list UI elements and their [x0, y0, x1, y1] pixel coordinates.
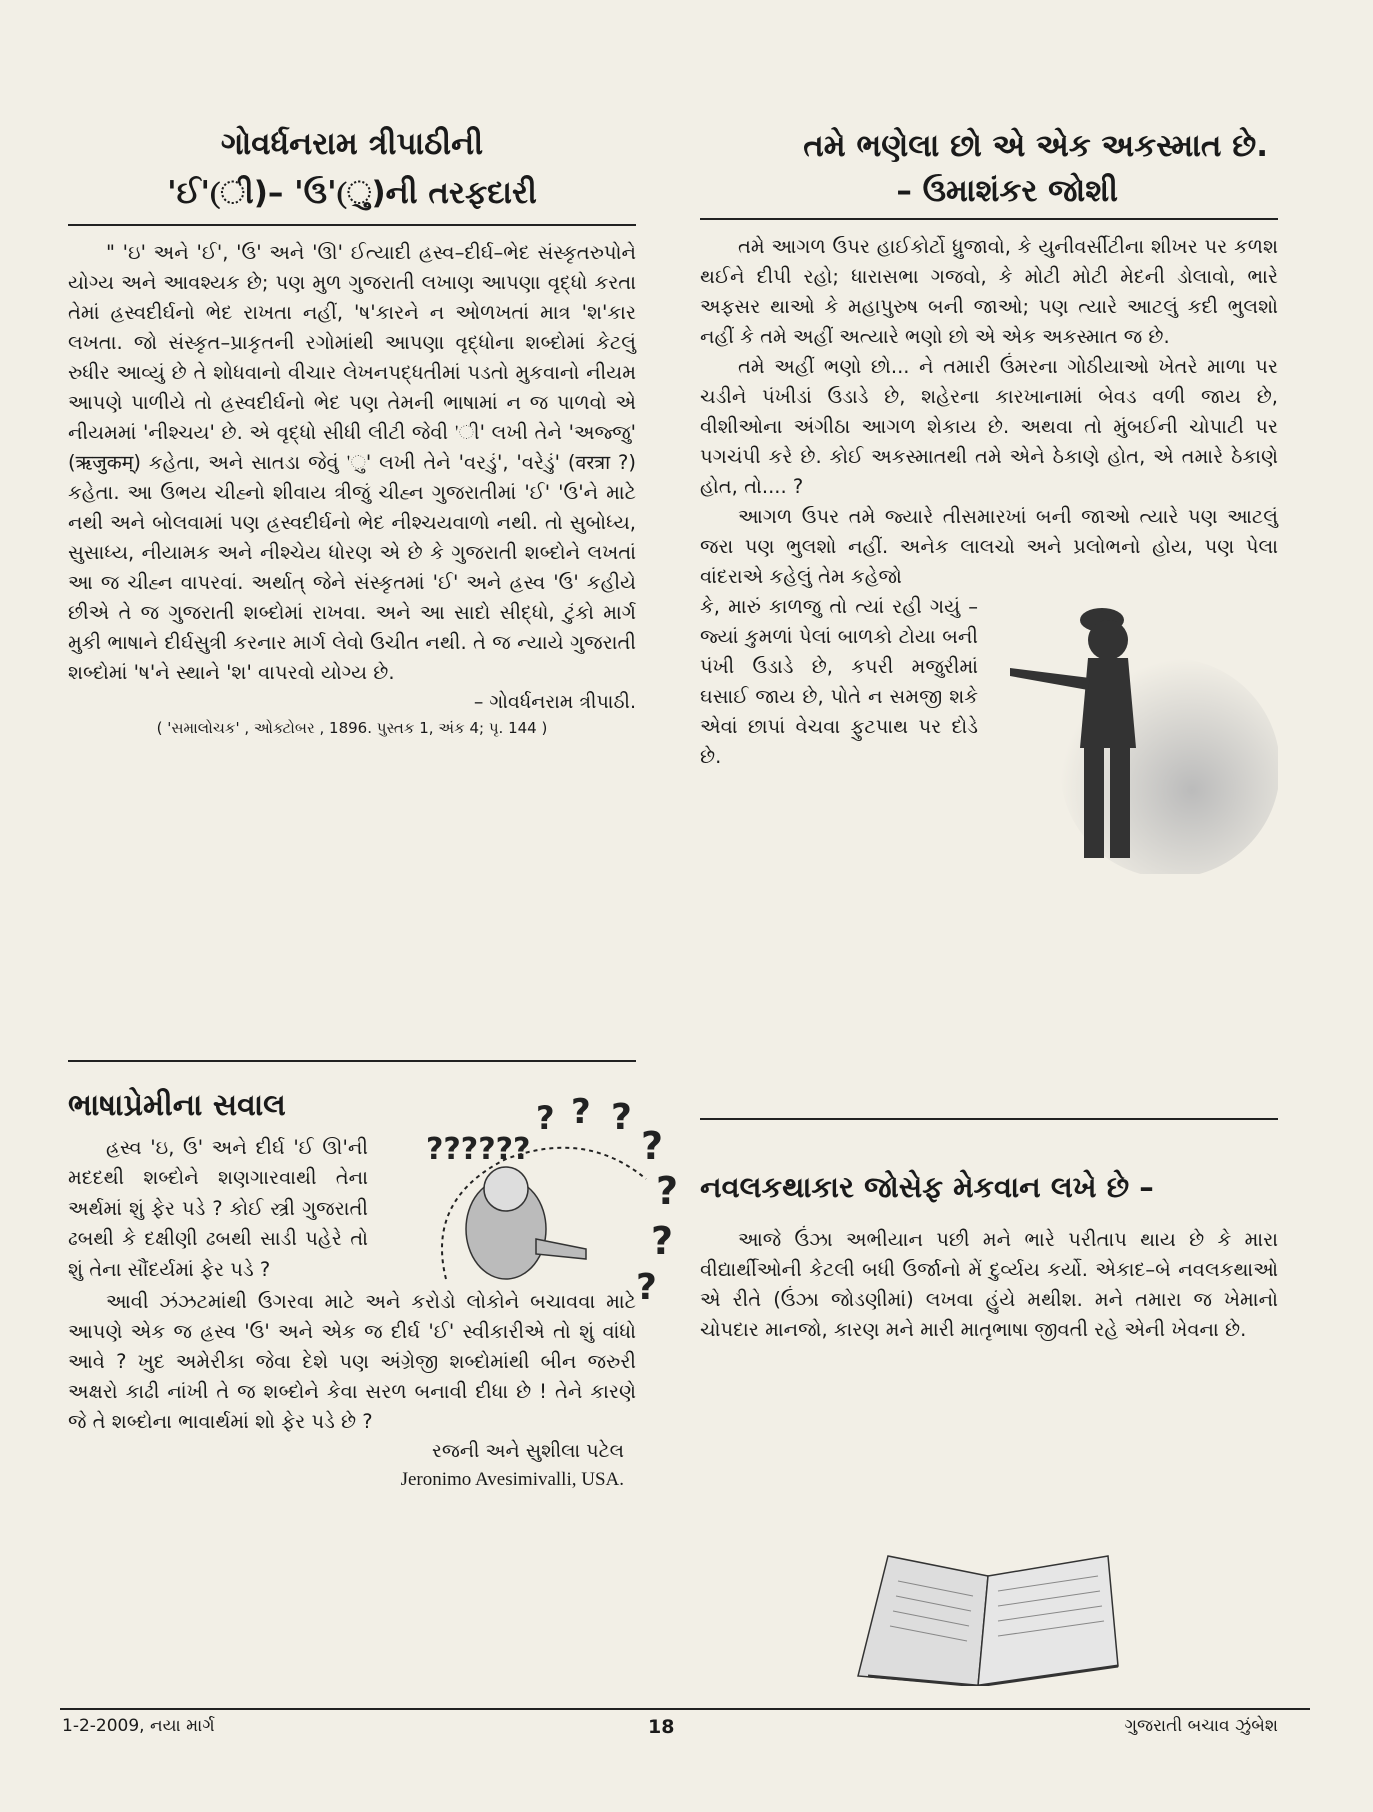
- section-heading: ભાષાપ્રેમીના સવાલ: [68, 1088, 286, 1123]
- article-body: " 'ઇ' અને 'ઈ', 'ઉ' અને 'ઊ' ઈત્યાદી હ્રસ્વ–દીર્ઘ–ભેદ સંસ્કૃતરુપોને યોગ્ય અને આવશ્યક છે; પણ મુળ ગુજરાતી લખાણ આપણા વૃદ્ધો કરતા તેમાં હ્રસ્વદીર્ઘનો ભેદ રાખતા નહીં, 'ષ'કારને ન ઓળખતાં માત્ર 'શ'કાર લખતા. જો સંસ્કૃત–પ્રાકૃતની રગોમાંથી આપણા વૃદ્ધોના શબ્દોમાં કેટલું રુધીર આવ્યું છે તે શોધવાનો વીચાર લેખનપદ્ધતીમાં પડતો મુકવાનો નીયમ આપણે પાળીયે તો હ્રસ્વદીર્ઘનો ભેદ પણ તેમની ભાષામાં ન જ પાળવો એ નીયમમાં 'નીશ્ચય' છે. એ વૃદ્ધો સીધી લીટી જેવી 'ી' લખી તેને 'અજ્જુ' (ऋजुकम्) કહેતા, અને સાતડા જેવું 'ુ' લખી તેને 'વરડું', 'વરેડું' (वरत्रा ?) કહેતા. આ ઉભય ચીહ્નો શીવાય ત્રીજું ચીહ્ન ગુજરાતીમાં 'ઈ' 'ઉ'ને માટે નથી અને બોલવામાં પણ હ્રસ્વદીર્ઘનો ભેદ નીશ્ચયવાળો નથી. તો સુબોધ્ય, સુસાધ્ય, નીયામક અને નીશ્ચેય ધોરણ એ છે કે ગુજરાતી શબ્દોને લખતાં આ જ ચીહ્ન વાપરવાં. અર્થાત્ જેને સંસ્કૃતમાં 'ઈ' અને હ્રસ્વ 'ઉ' કહીયે છીએ તે જ ગુજરાતી શબ્દોમાં રાખવા. અને આ સાદો સીદ્ધો, ટુંકો માર્ગ મુકી ભાષાને દીર્ઘસુત્રી કરનાર માર્ગ લેવો ઉચીત નથી. તે જ ન્યાયે ગુજરાતી શબ્દોમાં 'ષ'ને સ્થાને 'શ' વાપરવો યોગ્ય છે.: [68, 240, 636, 685]
- article-novelist: [700, 1116, 1278, 1345]
- article-govardhanram: [68, 118, 636, 737]
- paragraph-2: તમે અહીં ભણો છો... ને તમારી ઉંમરના ગોઠીયાઓ ખેતરે માળા પર ચડીને પંખીડાં ઉડાડે છે, શહેરના કારખાનામાં બેવડ વળી જાય છે, વીશીઓના અંગીઠા આગળ શેકાય છે. અથવા તો મુંબઈની ચોપાટી પર પગચંપી કરે છે. કોઈ અકસ્માતથી તમે એને ઠેકાણે હોત, એ તમારે ઠેકાણે હોત, તો.... ?: [700, 354, 1278, 498]
- svg-text:?: ?: [641, 1124, 664, 1168]
- open-book-illustration-icon: [848, 1536, 1128, 1686]
- wrapped-paragraph: [700, 592, 1278, 772]
- article-title-line1: ગોવર્ધનરામ ત્રીપાઠીની: [220, 126, 484, 162]
- page-number: 18: [648, 1716, 675, 1738]
- paragraph-3: આગળ ઉપર તમે જ્યારે તીસમારખાં બની જાઓ ત્યારે પણ આટલું જરા પણ ભુલશો નહીં. અનેક લાલચો અને પ્રલોભનો હોય, પણ પેલા વાંદરાએ કહેલું તેમ કહેજો: [700, 505, 1278, 589]
- boy-pointing-illustration-icon: [1000, 578, 1278, 874]
- svg-text:?: ?: [571, 1092, 591, 1132]
- svg-text:?: ?: [636, 1267, 657, 1308]
- article-author: – ઉમાશંકર જોશી: [896, 172, 1118, 209]
- article-umashankar: [700, 118, 1278, 772]
- footer-date: 1-2-2009, નયા માર્ગ: [62, 1716, 215, 1736]
- paragraph-1: તમે આગળ ઉપર હાઈકોર્ટો ધ્રુજાવો, કે યુનીવર્સીટીના શીખર પર કળશ થઈને દીપી રહો; ધારાસભા ગજવો, કે મોટી મોટી મેદની ડોલાવો, ભારે અફસર થાઓ કે મહાપુરુષ બની જાઓ; પણ ત્યારે આટલું કદી ભુલશો નહીં કે તમે અહીં અત્યારે ભણો છો એ એક અકસ્માત જ છે.: [700, 234, 1278, 348]
- question-paragraph: હ્રસ્વ 'ઇ, ઉ' અને દીર્ઘ 'ઈ ઊ'ની મદદથી શબ્દોને શણગારવાથી તેના અર્થમાં શું ફેર પડે ? કોઈ સ્ત્રી ગુજરાતી ઢબથી કે દક્ષીણી ઢબથી સાડી પહેરે તો શું તેના સૌંદર્યમાં ફેર પડે ?: [68, 1136, 368, 1281]
- article-title-line2: 'ઈ'(ી)– 'ઉ'(ુ)ની તરફદારી: [167, 174, 537, 211]
- signature-location: Jeronimo Avesimivalli, USA.: [400, 1468, 624, 1490]
- title-divider: [68, 224, 636, 226]
- article-citation: ( 'સમાલોચક' , ઓક્ટોબર , 1896. પુસ્તક 1, અંક 4; પૃ. 144 ): [156, 718, 548, 737]
- footer-campaign: ગુજરાતી બચાવ ઝુંબેશ: [1124, 1716, 1278, 1736]
- section-heading: નવલકથાકાર જોસેફ મેકવાન લખે છે –: [700, 1170, 1154, 1204]
- svg-text:?: ?: [611, 1097, 632, 1138]
- signature-names: રજની અને સુશીલા પટેલ: [432, 1440, 624, 1463]
- question-mark-text: ??????: [426, 1132, 531, 1167]
- footer-divider: [60, 1708, 1310, 1710]
- article-title-line1: તમે ભણેલા છો એ એક અકસ્માત છે.: [803, 128, 1268, 164]
- article-signature: – ગોવર્ધનરામ ત્રીપાઠી.: [473, 691, 636, 714]
- svg-text:?: ?: [536, 1099, 555, 1137]
- suggestion-paragraph: આવી ઝંઝટમાંથી ઉગરવા માટે અને કરોડો લોકોને બચાવવા માટે આપણે એક જ હ્રસ્વ 'ઉ' અને એક જ દીર્ઘ 'ઈ' સ્વીકારીએ તો શું વાંધો આવે ? ખુદ અમેરીકા જેવા દેશે પણ અંગ્રેજી શબ્દોમાંથી બીન જરુરી અક્ષરો કાઢી નાંખી તે જ શબ્દોને કેવા સરળ બનાવી દીધા છે ! તેને કારણે જે તે શબ્દોના ભાવાર્થમાં શો ફેર પડે છે ?: [68, 1290, 636, 1434]
- question-marks-illustration-icon: [386, 1089, 708, 1321]
- title-divider: [700, 218, 1278, 220]
- novelist-paragraph: આજે ઉંઝા અભીયાન પછી મને ભારે પરીતાપ થાય છે કે મારા વીદ્યાર્થીઓની કેટલી બધી ઉર્જાનો મેં દુર્વ્યય કર્યો. એકાદ–બે નવલકથાઓ એ રીતે (ઉંઝા જોડણીમાં) લખવા હુંયે મથીશ. મને તમારા જ ખેમાનો ચોપદાર માનજો, કારણ મને મારી માતૃભાષા જીવતી રહે એની ખેવના છે.: [700, 1228, 1278, 1342]
- article-bhasha-premi: [68, 1058, 679, 1494]
- svg-text:?: ?: [651, 1219, 674, 1263]
- paragraph-3-continued: કે, મારું કાળજુ તો ત્યાં રહી ગયું – જ્યાં કુમળાં પેલાં બાળકો ટોયા બની પંખી ઉડાડે છે, કપરી મજુરીમાં ઘસાઈ જાય છે, પોતે ન સમજી શકે એવાં છાપાં વેચવા ફુટપાથ પર દોડે છે.: [700, 595, 978, 769]
- svg-text:?: ?: [656, 1169, 679, 1213]
